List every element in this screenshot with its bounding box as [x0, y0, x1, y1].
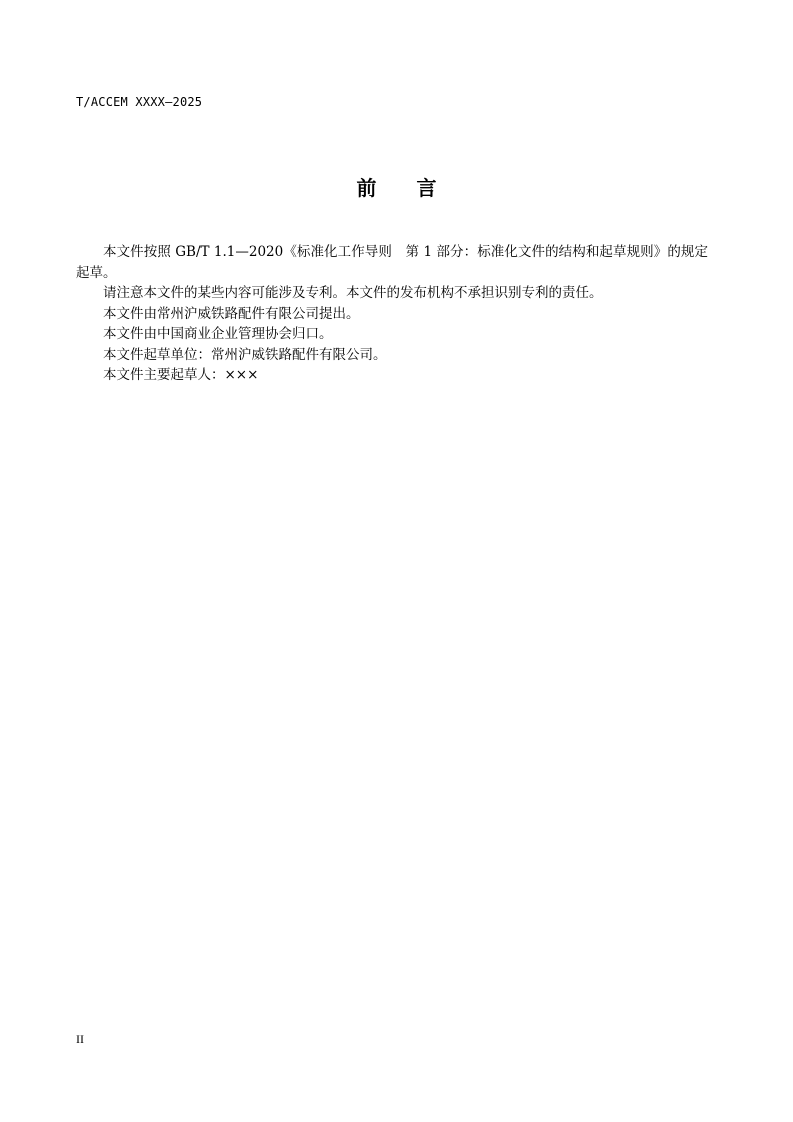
document-code: T/ACCEM XXXX—2025 [76, 95, 203, 109]
paragraph-proposer: 本文件由常州沪威铁路配件有限公司提出。 [103, 305, 360, 322]
page-number: II [76, 1032, 84, 1046]
paragraph-drafting-basis: 本文件按照 GB/T 1.1—2020《标准化工作导则 第 1 部分：标准化文件的结构和起草规则》的规定起草。 [76, 244, 708, 281]
page-title: 前 言 [356, 176, 437, 200]
paragraph-main-drafters: 本文件主要起草人：××× [103, 367, 259, 383]
paragraph-patent-notice: 请注意本文件的某些内容可能涉及专利。本文件的发布机构不承担识别专利的责任。 [103, 285, 603, 301]
foreword-body [76, 242, 708, 386]
paragraph-drafting-unit: 本文件起草单位：常州沪威铁路配件有限公司。 [103, 346, 387, 363]
paragraph-administrator: 本文件由中国商业企业管理协会归口。 [103, 326, 333, 342]
